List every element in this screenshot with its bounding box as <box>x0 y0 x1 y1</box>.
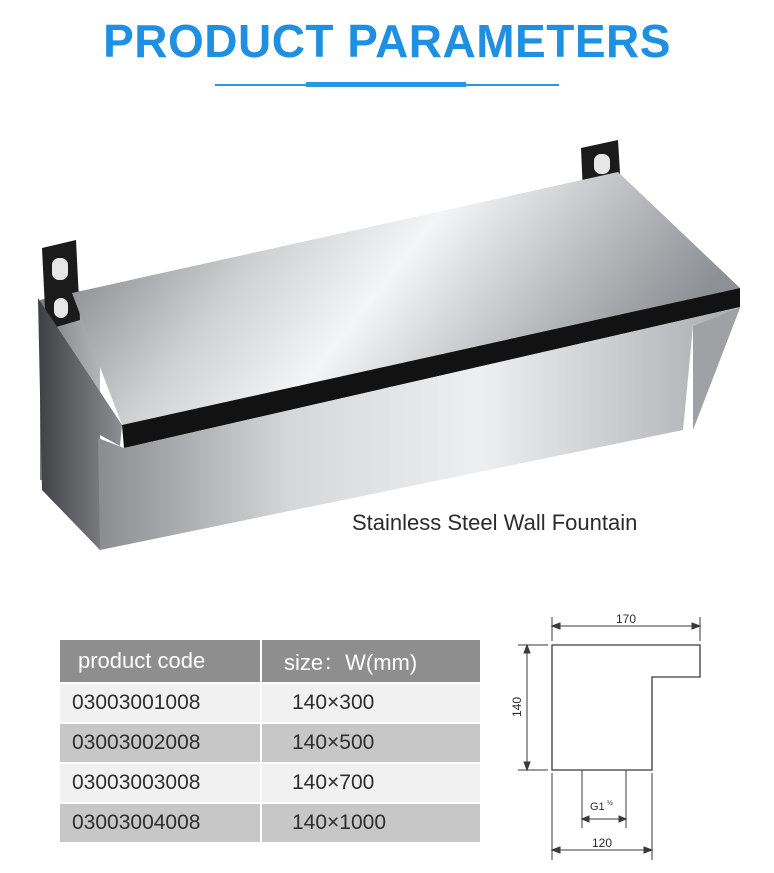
product-code-cell: 03003003008 <box>60 764 262 802</box>
product-image <box>28 130 758 570</box>
outlet-thread-label: G1 <box>590 801 605 813</box>
product-caption: Stainless Steel Wall Fountain <box>352 510 638 535</box>
size-cell: 140×1000 <box>262 804 480 842</box>
column-header-code: product code <box>60 640 262 682</box>
size-cell: 140×700 <box>262 764 480 802</box>
size-cell: 140×500 <box>262 724 480 762</box>
diagram-outline <box>552 645 700 770</box>
product-code-cell: 03003002008 <box>60 724 262 762</box>
product-code-cell: 03003004008 <box>60 804 262 842</box>
table-row <box>60 764 480 802</box>
dimension-bottom-label: 120 <box>591 836 613 850</box>
product-code-cell: 03003001008 <box>60 684 262 722</box>
dimension-height-label: 140 <box>510 696 524 718</box>
outlet-thread-fraction: ½ <box>607 800 613 807</box>
table-header-row <box>60 640 480 682</box>
parameter-table <box>60 638 480 844</box>
page-title: PRODUCT PARAMETERS <box>103 15 671 67</box>
title-underline-accent <box>306 82 466 87</box>
dimension-diagram <box>500 605 720 867</box>
dimension-width-label: 170 <box>615 612 637 626</box>
column-header-size: size：W(mm) <box>262 640 480 682</box>
table-row <box>60 684 480 722</box>
table-row <box>60 804 480 842</box>
size-cell: 140×300 <box>262 684 480 722</box>
table-row <box>60 724 480 762</box>
